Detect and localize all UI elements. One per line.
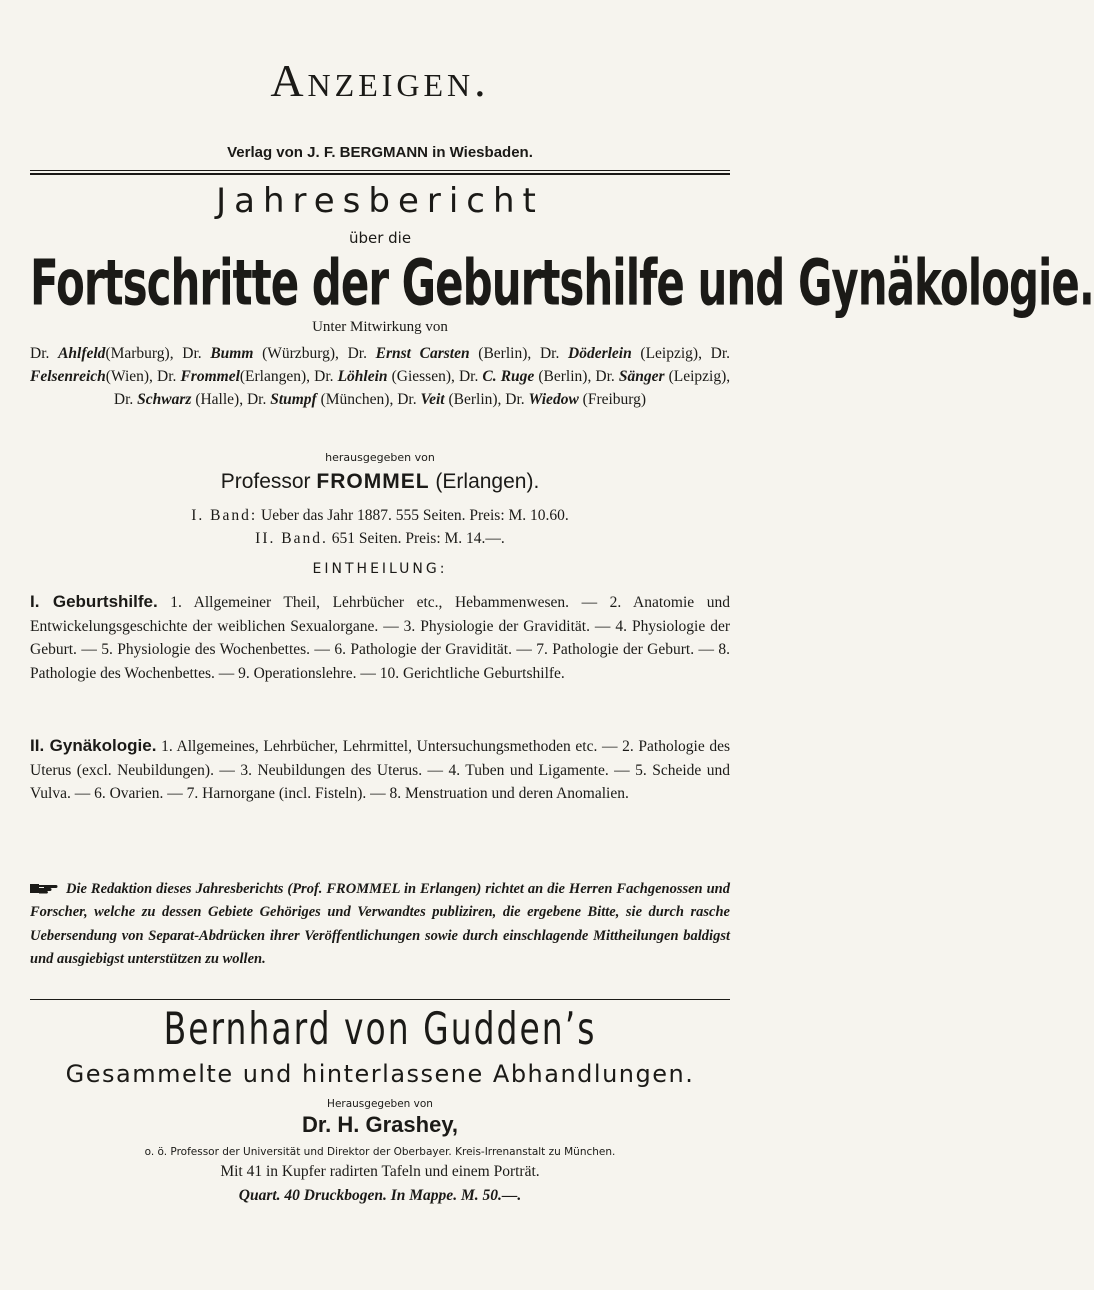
pointing-hand-icon <box>30 882 58 894</box>
divider-top-thick <box>30 173 730 175</box>
page-title: Anzeigen. <box>270 55 490 106</box>
contributor: Dr. Stumpf (München), <box>246 391 394 408</box>
section-geburtshilfe <box>30 590 730 685</box>
section-gynaekologie <box>30 734 730 806</box>
divider-top-thin <box>30 170 730 171</box>
editor-title: Professor <box>220 470 311 493</box>
contributor: Dr. Veit (Berlin), <box>397 391 502 408</box>
contributor: Dr. Wiedow (Freiburg) <box>505 391 647 408</box>
editor-place: (Erlangen). <box>435 470 540 493</box>
volume-2 <box>30 530 730 548</box>
section-1-heading: I. Geburtshilfe. <box>30 592 158 611</box>
section-2-heading: II. Gynäkologie. <box>30 736 157 755</box>
contributor: Dr. Sänger (Leipzig), <box>595 368 731 385</box>
volume-1 <box>30 507 730 525</box>
contributor: Dr. Frommel(Erlangen), <box>157 368 311 385</box>
divider-middle <box>30 999 730 1000</box>
gudden-editor-affiliation: o. ö. Professor der Universität und Direktor der Oberbayer. Kreis-Irrenanstalt zu München. <box>144 1146 616 1158</box>
volume-2-label: II. Band. <box>255 530 328 547</box>
edited-by-label: herausgegeben von <box>325 451 435 464</box>
publisher-line: Verlag von J. F. BERGMANN in Wiesbaden. <box>227 144 533 161</box>
contents-heading: EINTHEILUNG: <box>312 561 448 577</box>
editor-name: FROMMEL <box>316 470 430 493</box>
notice-text: Die Redaktion dieses Jahresberichts (Prof. FROMMEL in Erlangen) richtet an die Herren Fachgenossen und Forscher, welche zu dessen Gebiete Gehöriges und Verwandtes publiziren, die ergebene Bitte, sie durch rasche Uebersendung von Separat-Abdrücken ihrer Veröffentlichungen sowie durch einschlagende Mittheilungen baldigst und ausgiebigst unterstützen zu wollen. <box>30 881 730 967</box>
gudden-plates: Mit 41 in Kupfer radirten Tafeln und einem Porträt. <box>220 1163 540 1180</box>
contributors-list <box>30 342 730 411</box>
contributor: Dr. Döderlein (Leipzig), <box>539 345 702 362</box>
contributor: Dr. Löhlein (Giessen), <box>314 368 455 385</box>
volume-1-label: I. Band: <box>191 507 258 524</box>
contributor: Dr. Ahlfeld(Marburg), <box>30 345 174 362</box>
gudden-title: Gesammelte und hinterlassene Abhandlungen. <box>65 1060 695 1088</box>
contributor: Dr. Ernst Carsten (Berlin), <box>347 345 532 362</box>
volume-1-text: Ueber das Jahr 1887. 555 Seiten. Preis: M. 10.60. <box>261 507 569 524</box>
section-2-text: 1. Allgemeines, Lehrbücher, Lehrmittel, Untersuchungsmethoden etc. — 2. Pathologie des Uterus (excl. Neubildungen). — 3. Neubildungen des Uterus. — 4. Tuben und Ligamente. — 5. Scheide und Vulva. — 6. Ovarien. — 7. Harnorgane (incl. Fisteln). — 8. Menstruation und deren Anomalien. <box>30 738 731 802</box>
gudden-author: Bernhard von Gudden’s <box>163 1001 597 1055</box>
gudden-edited-by: Herausgegeben von <box>327 1098 433 1110</box>
volume-2-text: 651 Seiten. Preis: M. 14.—. <box>331 530 505 547</box>
jahresbericht-subject: Fortschritte der Geburtshilfe und Gynäkologie. <box>30 246 1094 320</box>
contributor: Dr. Schwarz (Halle), <box>113 391 244 408</box>
contributor: Dr. Felsenreich(Wien), <box>30 345 731 385</box>
jahresbericht-title: Jahresbericht <box>216 181 544 221</box>
jahresbericht-over: über die <box>348 229 412 247</box>
gudden-editor: Dr. H. Grashey, <box>301 1112 459 1137</box>
contributor: Dr. Bumm (Würzburg), <box>182 345 339 362</box>
editor-line <box>30 470 730 494</box>
section-1-text: 1. Allgemeiner Theil, Lehrbücher etc., Hebammenwesen. — 2. Anatomie und Entwickelungsgeschichte der weiblichen Sexualorgane. — 3. Physiologie der Gravidität. — 4. Physiologie der Geburt. — 5. Physiologie des Wochenbettes. — 6. Pathologie der Gravidität. — 7. Pathologie der Geburt. — 8. Pathologie des Wochenbettes. — 9. Operationslehre. — 10. Gerichtliche Geburtshilfe. <box>30 594 730 682</box>
editorial-notice <box>30 878 730 971</box>
contributor: Dr. C. Ruge (Berlin), <box>458 368 592 385</box>
cooperation-line: Unter Mitwirkung von <box>312 319 448 335</box>
gudden-price: Quart. 40 Druckbogen. In Mappe. M. 50.—. <box>238 1187 522 1204</box>
